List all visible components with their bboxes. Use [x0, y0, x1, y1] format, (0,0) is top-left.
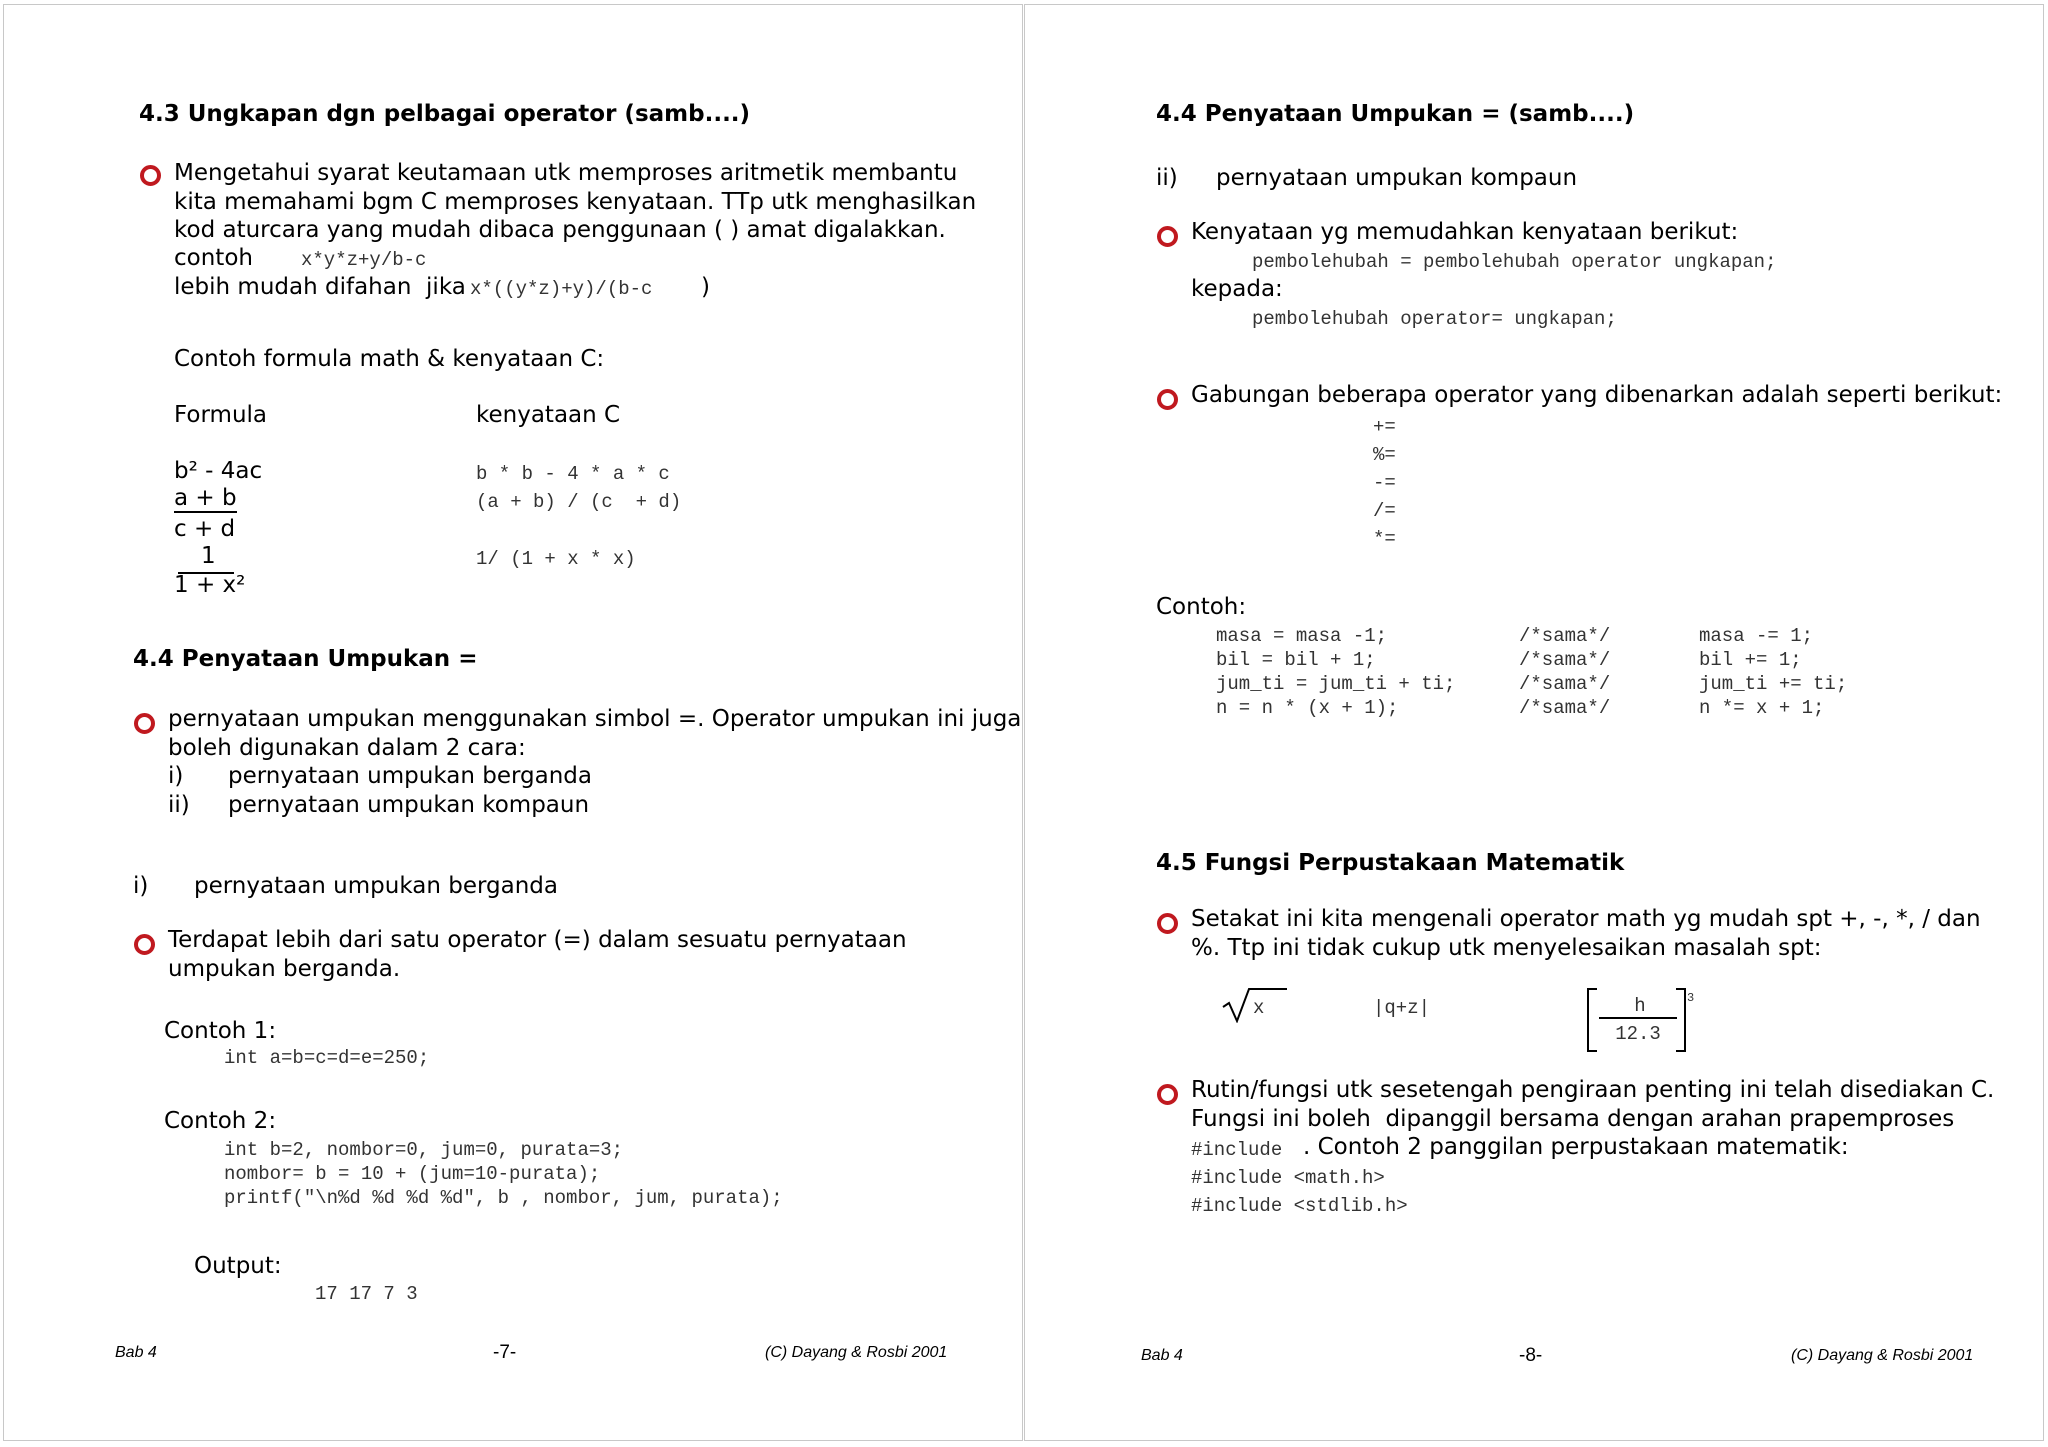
footer-chapter: Bab 4: [115, 1344, 157, 1361]
bullet3-line2: %. Ttp ini tidak cukup utk menyelesaikan masalah spt:: [1191, 935, 1822, 961]
operator-div-eq: /=: [1373, 500, 1396, 522]
bullet2-line1: Gabungan beberapa operator yang dibenarkan adalah seperti berikut:: [1191, 382, 2003, 408]
bullet-circle-icon: [134, 713, 155, 734]
contoh2-code-line3: printf("\n%d %d %d %d", b , nombor, jum, purata);: [224, 1187, 783, 1209]
sqrt-argument: x: [1253, 997, 1265, 1019]
contoh2-code-line1: int b=2, nombor=0, jum=0, purata=3;: [224, 1139, 624, 1161]
contoh-row4-compound: n *= x + 1;: [1699, 697, 1825, 719]
formula-row2-denominator: c + d: [174, 516, 236, 542]
bullet1-code1: pembolehubah = pembolehubah operator ungkapan;: [1252, 251, 1777, 273]
sub-i-num: i): [133, 873, 149, 899]
contoh1-code: int a=b=c=d=e=250;: [224, 1047, 430, 1069]
formula-col-header: Formula: [174, 402, 267, 428]
bullet2-line2: boleh digunakan dalam 2 cara:: [168, 735, 526, 761]
bullet2-item-i: pernyataan umpukan berganda: [228, 763, 593, 789]
bullet-circle-icon: [140, 165, 161, 186]
footer-page-number: -7-: [493, 1342, 517, 1363]
bracket-fraction-numerator: h: [1634, 995, 1646, 1017]
bullet4-include-code: #include: [1191, 1139, 1283, 1161]
section-title-4-4-samb: 4.4 Penyataan Umpukan = (samb....): [1156, 101, 1635, 127]
kenyataan-row3: 1/ (1 + x * x): [476, 548, 636, 570]
section-title-4-4: 4.4 Penyataan Umpukan =: [133, 646, 478, 672]
bullet2-item-i-num: i): [168, 763, 184, 789]
contoh-row3-expr: jum_ti = jum_ti + ti;: [1216, 673, 1456, 695]
bullet3-line1: Setakat ini kita mengenali operator math yg mudah spt +, -, *, / dan: [1191, 906, 1981, 932]
bullet-circle-icon: [1157, 913, 1178, 934]
bracket-fraction-bar: [1599, 1017, 1677, 1019]
section-title-4-3: 4.3 Ungkapan dgn pelbagai operator (samb....): [139, 101, 751, 127]
footer-chapter: Bab 4: [1141, 1347, 1183, 1364]
bullet1-line1: Mengetahui syarat keutamaan utk memproses aritmetik membantu: [174, 160, 958, 186]
contoh2-code-line2: nombor= b = 10 + (jum=10-purata);: [224, 1163, 601, 1185]
kenyataan-row2: (a + b) / (c + d): [476, 491, 682, 513]
footer-copyright: (C) Dayang & Rosbi 2001: [765, 1344, 948, 1361]
contoh1-label: Contoh 1:: [164, 1018, 277, 1044]
bullet1-code2: pembolehubah operator= ungkapan;: [1252, 308, 1617, 330]
abs-expression: |q+z|: [1373, 997, 1431, 1019]
contoh-row3-compound: jum_ti += ti;: [1699, 673, 1848, 695]
formula-row3-denominator: 1 + x²: [174, 572, 246, 598]
contoh-row2-compound: bil += 1;: [1699, 649, 1802, 671]
bullet3-line1: Terdapat lebih dari satu operator (=) dalam sesuatu pernyataan: [168, 927, 907, 953]
footer-page-number: -8-: [1519, 1345, 1543, 1366]
bullet1-line2: kita memahami bgm C memproses kenyataan. TTp utk menghasilkan: [174, 189, 977, 215]
sub-ii-title: pernyataan umpukan kompaun: [1216, 165, 1578, 191]
sub-ii-num: ii): [1156, 165, 1178, 191]
contoh-row3-comment: /*sama*/: [1519, 673, 1611, 695]
bullet1-line1: Kenyataan yg memudahkan kenyataan berikut:: [1191, 219, 1739, 245]
contoh-row4-comment: /*sama*/: [1519, 697, 1611, 719]
contoh-row1-expr: masa = masa -1;: [1216, 625, 1388, 647]
lebih-code: x*((y*z)+y)/(b-c: [470, 278, 653, 300]
bullet2-item-ii-num: ii): [168, 792, 190, 818]
page-right: [1024, 4, 2044, 1441]
bullet4-line3: . Contoh 2 panggilan perpustakaan matematik:: [1303, 1134, 1849, 1160]
sub-i-title: pernyataan umpukan berganda: [194, 873, 559, 899]
contoh-row2-comment: /*sama*/: [1519, 649, 1611, 671]
left-bracket: [1587, 988, 1597, 1052]
bracket-exponent: 3: [1687, 991, 1695, 1005]
bullet1-line3: kod aturcara yang mudah dibaca penggunaan ( ) amat digalakkan.: [174, 217, 946, 243]
contoh-label: Contoh:: [1156, 594, 1247, 620]
kenyataan-col-header: kenyataan C: [476, 402, 621, 428]
include-stdlib: #include <stdlib.h>: [1191, 1195, 1408, 1217]
footer-copyright: (C) Dayang & Rosbi 2001: [1791, 1347, 1974, 1364]
bullet-circle-icon: [1157, 389, 1178, 410]
right-bracket: [1676, 988, 1686, 1052]
contoh-label: contoh: [174, 245, 253, 271]
bullet2-line1: pernyataan umpukan menggunakan simbol =. Operator umpukan ini juga: [168, 706, 1022, 732]
contoh-row1-comment: /*sama*/: [1519, 625, 1611, 647]
contoh-row2-expr: bil = bil + 1;: [1216, 649, 1376, 671]
kepada-label: kepada:: [1191, 276, 1283, 302]
output-value: 17 17 7 3: [315, 1283, 418, 1305]
contoh-code: x*y*z+y/b-c: [301, 249, 427, 271]
contoh2-label: Contoh 2:: [164, 1108, 277, 1134]
lebih-text: lebih mudah difahan jika: [174, 274, 466, 300]
output-label: Output:: [194, 1253, 282, 1279]
bullet3-line2: umpukan berganda.: [168, 956, 401, 982]
bullet-circle-icon: [134, 934, 155, 955]
bullet4-line2: Fungsi ini boleh dipanggil bersama dengan arahan prapemproses: [1191, 1106, 1955, 1132]
bullet4-line1: Rutin/fungsi utk sesetengah pengiraan penting ini telah disediakan C.: [1191, 1077, 1995, 1103]
bullet-circle-icon: [1157, 1084, 1178, 1105]
formula-row2-numerator: a + b: [174, 485, 237, 511]
formula-row1: b² - 4ac: [174, 458, 263, 484]
bullet-circle-icon: [1157, 226, 1178, 247]
include-math: #include <math.h>: [1191, 1167, 1385, 1189]
contoh-row1-compound: masa -= 1;: [1699, 625, 1814, 647]
operator-plus-eq: +=: [1373, 416, 1396, 438]
lebih-close-paren: ): [701, 274, 710, 300]
operator-mul-eq: *=: [1373, 528, 1396, 550]
operator-minus-eq: -=: [1373, 472, 1396, 494]
section-title-4-5: 4.5 Fungsi Perpustakaan Matematik: [1156, 850, 1625, 876]
formula-intro: Contoh formula math & kenyataan C:: [174, 346, 605, 372]
contoh-row4-expr: n = n * (x + 1);: [1216, 697, 1399, 719]
page-left: [3, 4, 1023, 1441]
formula-row3-numerator: 1: [201, 543, 216, 569]
bullet2-item-ii: pernyataan umpukan kompaun: [228, 792, 590, 818]
kenyataan-row1: b * b - 4 * a * c: [476, 463, 670, 485]
bracket-fraction-denominator: 12.3: [1615, 1023, 1661, 1045]
operator-mod-eq: %=: [1373, 444, 1396, 466]
